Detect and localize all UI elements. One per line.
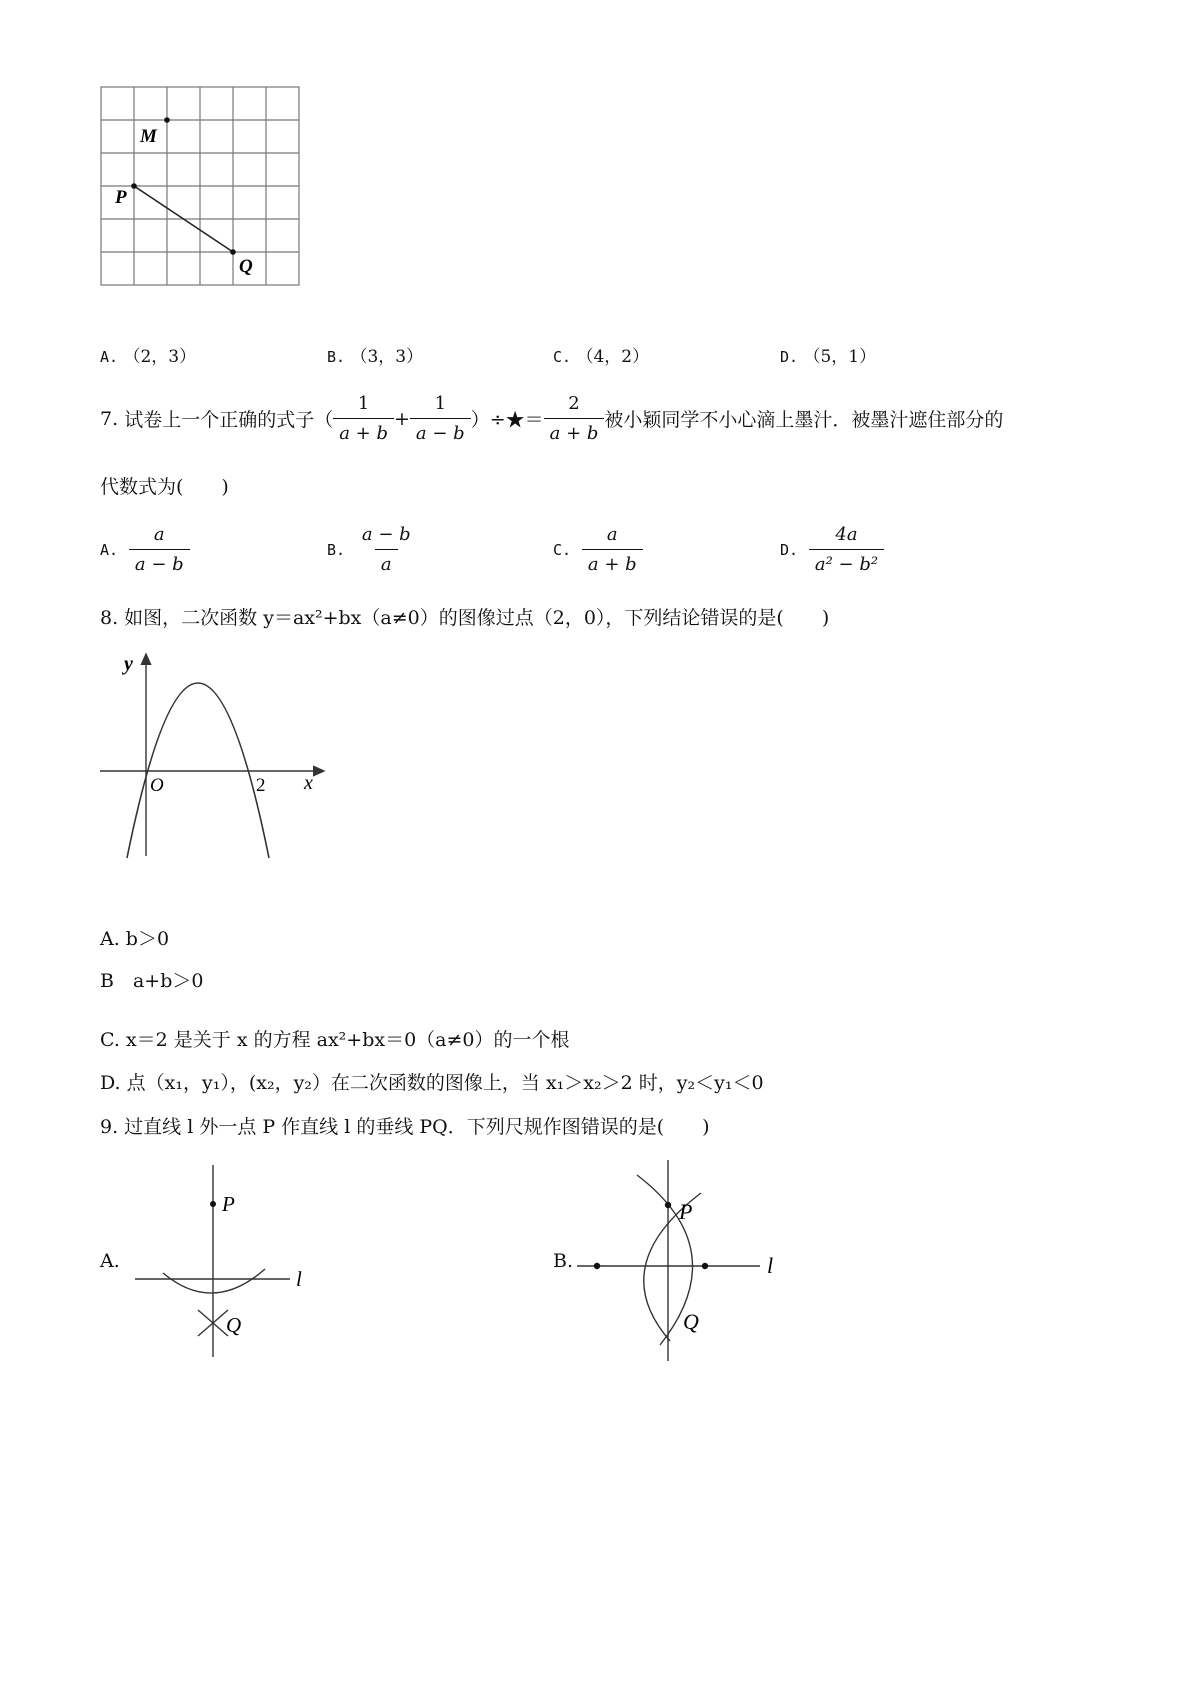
q7-frac-3: $\frac{2}{a + b}$ [544,393,605,444]
label-l: l [296,1267,302,1291]
q6-option-c: C. （4，2） [553,347,650,367]
q7-stem: 7. 试卷上一个正确的式子（ $\frac{1}{a + b}$ + $\frac{1}{a - b}$ ）÷★＝ $\frac{2}{a + b}$ 被小颖同学不小心滴上墨汁．被墨汁遮住部分的 [100,393,1004,444]
point-m [164,117,170,123]
origin-label: O [150,775,164,796]
q6-option-b: B. （3，3） [327,347,424,367]
point-left [594,1263,600,1269]
q7-frac-1: $\frac{1}{a + b}$ [333,393,394,444]
q9-figure-a [130,1160,340,1360]
q7-option-d: D. $\frac{4a}{\text{a² − b²}}$ [780,524,884,575]
point-p [665,1202,671,1208]
q7-option-a: A. $\frac{a}{a - b}$ [100,524,190,575]
tick-label-2: 2 [256,775,266,796]
q8-option-b: B a+b＞0 [100,970,204,992]
q8-option-d: D. 点（x₁，y₁），(x₂，y₂）在二次函数的图像上，当 x₁＞x₂＞2 时，y₂＜y₁＜0 [100,1072,764,1094]
label-q: Q [226,1313,242,1337]
q8-stem: 8. 如图，二次函数 y＝ax²+bx（a≠0）的图像过点（2，0），下列结论错误的是( ) [100,607,830,629]
y-axis-label: y [124,653,133,675]
label-l: l [767,1253,774,1278]
q8-parabola-graph [98,648,338,860]
q8-option-a: A. b＞0 [100,928,170,950]
q7-option-b: B. $\frac{a - b}{a}$ [327,524,411,575]
q9-stem: 9. 过直线 l 外一点 P 作直线 l 的垂线 PQ．下列尺规作图错误的是( ) [100,1116,710,1138]
q6-option-d: D. （5，1） [780,347,877,367]
q7-stem-line-2: 代数式为( ) [100,476,229,498]
point-right [702,1263,708,1269]
q9-option-b-label: B. [553,1250,574,1272]
q9-option-a-label: A. [100,1250,120,1272]
q7-frac-2: $\frac{1}{a - b}$ [410,393,471,444]
point-p [131,183,137,189]
label-p: P [115,187,127,208]
point-q [230,249,236,255]
arc-lower [163,1269,265,1293]
q7-option-c: C. $\frac{a}{a + b}$ [553,524,643,575]
x-axis-label: x [304,772,313,794]
label-p: P [222,1192,235,1216]
label-m: M [140,126,157,147]
point-p [210,1201,216,1207]
label-q: Q [683,1309,699,1334]
grid-figure [100,86,310,292]
q8-option-c: C. x＝2 是关于 x 的方程 ax²+bx＝0（a≠0）的一个根 [100,1029,570,1051]
q6-option-a: A. （2，3） [100,347,197,367]
q9-figure-b [575,1155,790,1365]
label-q: Q [239,256,253,277]
label-p: P [679,1199,693,1224]
